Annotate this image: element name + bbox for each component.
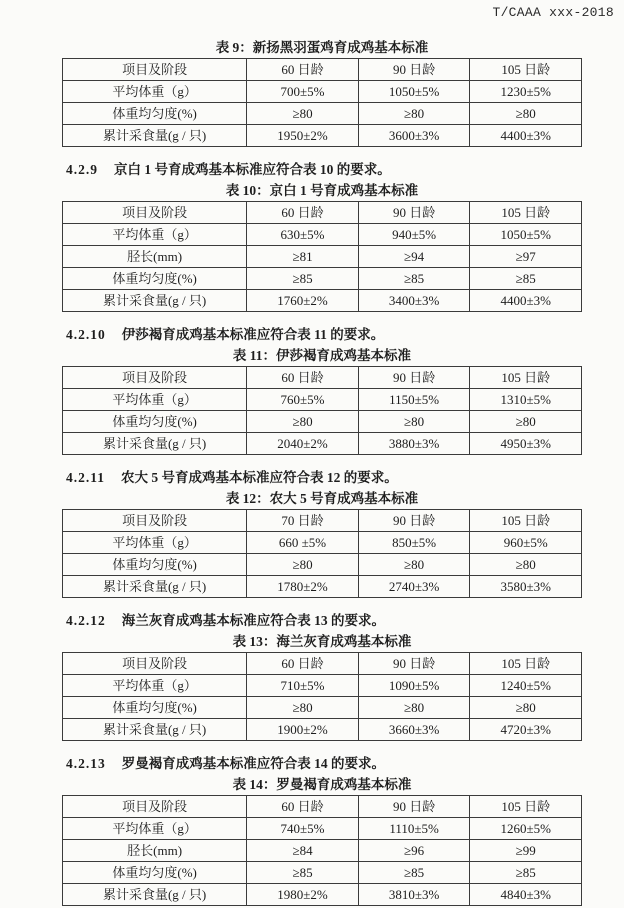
value-cell: 4400±3% [470, 290, 582, 312]
table-caption: 表 13：海兰灰育成鸡基本标准 [232, 634, 412, 649]
table-caption: 表 12：农大 5 号育成鸡基本标准 [225, 491, 419, 506]
value-cell: 1780±2% [247, 576, 359, 598]
row-label-cell: 平均体重（g） [63, 818, 247, 840]
value-cell: 3600±3% [358, 125, 470, 147]
section-4-2-12 [62, 612, 582, 741]
value-cell: 1050±5% [358, 81, 470, 103]
column-header-cell: 105 日龄 [470, 367, 582, 389]
table-row [63, 818, 582, 840]
value-cell: 1900±2% [247, 719, 359, 741]
value-cell: 1310±5% [470, 389, 582, 411]
row-label-cell: 体重均匀度(%) [63, 554, 247, 576]
value-cell: 1090±5% [358, 675, 470, 697]
table-header-row [63, 796, 582, 818]
value-cell: 850±5% [358, 532, 470, 554]
value-cell: 4840±3% [470, 884, 582, 906]
value-cell: 3810±3% [358, 884, 470, 906]
table-row [63, 532, 582, 554]
standards-table [62, 58, 582, 147]
value-cell: ≥80 [247, 103, 359, 125]
table-row [63, 675, 582, 697]
value-cell: ≥85 [247, 268, 359, 290]
section-number: 4.2.11 [66, 470, 106, 485]
row-label-cell: 平均体重（g） [63, 224, 247, 246]
section-4-2-10 [62, 326, 582, 455]
section-number: 4.2.9 [66, 162, 98, 177]
table-row [63, 411, 582, 433]
row-label-cell: 累计采食量(g / 只) [63, 433, 247, 455]
row-label-cell: 胫长(mm) [63, 246, 247, 268]
row-label-cell: 累计采食量(g / 只) [63, 125, 247, 147]
column-header-cell: 105 日龄 [470, 202, 582, 224]
table-row [63, 268, 582, 290]
column-header-cell: 70 日龄 [247, 510, 359, 532]
table-row [63, 433, 582, 455]
value-cell: ≥97 [470, 246, 582, 268]
section-heading [66, 755, 582, 772]
value-cell: 1260±5% [470, 818, 582, 840]
table-header-row [63, 367, 582, 389]
table-row [63, 103, 582, 125]
value-cell: 710±5% [247, 675, 359, 697]
table-row [63, 389, 582, 411]
column-header-cell: 项目及阶段 [63, 510, 247, 532]
value-cell: 760±5% [247, 389, 359, 411]
column-header-cell: 90 日龄 [358, 796, 470, 818]
value-cell: ≥80 [470, 411, 582, 433]
standards-table [62, 652, 582, 741]
column-header-cell: 项目及阶段 [63, 59, 247, 81]
column-header-cell: 60 日龄 [247, 202, 359, 224]
value-cell: 4720±3% [470, 719, 582, 741]
page-content [62, 39, 582, 906]
column-header-cell: 项目及阶段 [63, 653, 247, 675]
row-label-cell: 体重均匀度(%) [63, 103, 247, 125]
table-header-row [63, 510, 582, 532]
row-label-cell: 平均体重（g） [63, 389, 247, 411]
standards-table [62, 509, 582, 598]
value-cell: 3400±3% [358, 290, 470, 312]
value-cell: 2040±2% [247, 433, 359, 455]
value-cell: ≥80 [247, 697, 359, 719]
column-header-cell: 项目及阶段 [63, 796, 247, 818]
table-header-row [63, 202, 582, 224]
row-label-cell: 累计采食量(g / 只) [63, 290, 247, 312]
standards-table [62, 201, 582, 312]
value-cell: 630±5% [247, 224, 359, 246]
table-row [63, 862, 582, 884]
value-cell: 700±5% [247, 81, 359, 103]
column-header-cell: 105 日龄 [470, 59, 582, 81]
row-label-cell: 胫长(mm) [63, 840, 247, 862]
value-cell: ≥80 [358, 103, 470, 125]
column-header-cell: 90 日龄 [358, 510, 470, 532]
row-label-cell: 平均体重（g） [63, 532, 247, 554]
value-cell: ≥80 [358, 697, 470, 719]
section-heading-text: 京白 1 号育成鸡基本标准应符合表 10 的要求。 [114, 162, 391, 177]
value-cell: 960±5% [470, 532, 582, 554]
value-cell: 1110±5% [358, 818, 470, 840]
value-cell: ≥85 [470, 862, 582, 884]
section-number: 4.2.10 [66, 327, 106, 342]
section-heading [66, 326, 582, 343]
standards-table [62, 795, 582, 906]
value-cell: 2740±3% [358, 576, 470, 598]
section-heading-text: 伊莎褐育成鸡基本标准应符合表 11 的要求。 [121, 327, 385, 342]
column-header-cell: 90 日龄 [358, 202, 470, 224]
table-row [63, 125, 582, 147]
column-header-cell: 105 日龄 [470, 796, 582, 818]
section-4-2-13 [62, 755, 582, 906]
column-header-cell: 90 日龄 [358, 367, 470, 389]
table-row [63, 576, 582, 598]
table-row [63, 554, 582, 576]
table-row [63, 81, 582, 103]
table-header-row [63, 653, 582, 675]
table-row [63, 840, 582, 862]
value-cell: 660 ±5% [247, 532, 359, 554]
value-cell: ≥85 [470, 268, 582, 290]
value-cell: 1760±2% [247, 290, 359, 312]
column-header-cell: 60 日龄 [247, 59, 359, 81]
column-header-cell: 90 日龄 [358, 59, 470, 81]
section-heading [66, 469, 582, 486]
value-cell: 1230±5% [470, 81, 582, 103]
value-cell: 3660±3% [358, 719, 470, 741]
table-header-row [63, 59, 582, 81]
section-heading [66, 612, 582, 629]
row-label-cell: 累计采食量(g / 只) [63, 719, 247, 741]
column-header-cell: 90 日龄 [358, 653, 470, 675]
section-number: 4.2.12 [66, 613, 106, 628]
value-cell: ≥80 [358, 411, 470, 433]
value-cell: ≥80 [470, 103, 582, 125]
column-header-cell: 60 日龄 [247, 367, 359, 389]
section-table-9 [62, 39, 582, 147]
value-cell: ≥85 [358, 862, 470, 884]
table-row [63, 884, 582, 906]
section-heading [66, 161, 582, 178]
value-cell: 3580±3% [470, 576, 582, 598]
column-header-cell: 60 日龄 [247, 796, 359, 818]
table-row [63, 290, 582, 312]
value-cell: 1150±5% [358, 389, 470, 411]
value-cell: ≥99 [470, 840, 582, 862]
value-cell: 1980±2% [247, 884, 359, 906]
column-header-cell: 项目及阶段 [63, 202, 247, 224]
row-label-cell: 累计采食量(g / 只) [63, 576, 247, 598]
value-cell: 1050±5% [470, 224, 582, 246]
value-cell: 4400±3% [470, 125, 582, 147]
section-4-2-11 [62, 469, 582, 598]
table-caption: 表 14：罗曼褐育成鸡基本标准 [232, 777, 412, 792]
doc-code: T/CAAA xxx-2018 [492, 5, 614, 20]
section-4-2-9 [62, 161, 582, 312]
value-cell: ≥85 [358, 268, 470, 290]
value-cell: 740±5% [247, 818, 359, 840]
value-cell: ≥80 [247, 411, 359, 433]
column-header-cell: 项目及阶段 [63, 367, 247, 389]
row-label-cell: 体重均匀度(%) [63, 268, 247, 290]
value-cell: ≥80 [358, 554, 470, 576]
row-label-cell: 平均体重（g） [63, 675, 247, 697]
table-caption: 表 11：伊莎褐育成鸡基本标准 [232, 348, 412, 363]
column-header-cell: 105 日龄 [470, 653, 582, 675]
value-cell: 4950±3% [470, 433, 582, 455]
standards-table [62, 366, 582, 455]
column-header-cell: 105 日龄 [470, 510, 582, 532]
table-row [63, 697, 582, 719]
value-cell: ≥96 [358, 840, 470, 862]
table-row [63, 719, 582, 741]
value-cell: ≥80 [247, 554, 359, 576]
column-header-cell: 60 日龄 [247, 653, 359, 675]
value-cell: ≥94 [358, 246, 470, 268]
value-cell: ≥80 [470, 554, 582, 576]
table-row [63, 246, 582, 268]
row-label-cell: 体重均匀度(%) [63, 411, 247, 433]
table-caption: 表 9：新扬黑羽蛋鸡育成鸡基本标准 [215, 40, 429, 55]
value-cell: 940±5% [358, 224, 470, 246]
value-cell: 3880±3% [358, 433, 470, 455]
section-heading-text: 农大 5 号育成鸡基本标准应符合表 12 的要求。 [121, 470, 398, 485]
row-label-cell: 平均体重（g） [63, 81, 247, 103]
row-label-cell: 累计采食量(g / 只) [63, 884, 247, 906]
value-cell: 1950±2% [247, 125, 359, 147]
value-cell: ≥85 [247, 862, 359, 884]
row-label-cell: 体重均匀度(%) [63, 862, 247, 884]
table-caption: 表 10：京白 1 号育成鸡基本标准 [225, 183, 419, 198]
section-number: 4.2.13 [66, 756, 106, 771]
value-cell: 1240±5% [470, 675, 582, 697]
section-heading-text: 罗曼褐育成鸡基本标准应符合表 14 的要求。 [121, 756, 385, 771]
value-cell: ≥84 [247, 840, 359, 862]
value-cell: ≥81 [247, 246, 359, 268]
value-cell: ≥80 [470, 697, 582, 719]
row-label-cell: 体重均匀度(%) [63, 697, 247, 719]
table-row [63, 224, 582, 246]
section-heading-text: 海兰灰育成鸡基本标准应符合表 13 的要求。 [121, 613, 385, 628]
